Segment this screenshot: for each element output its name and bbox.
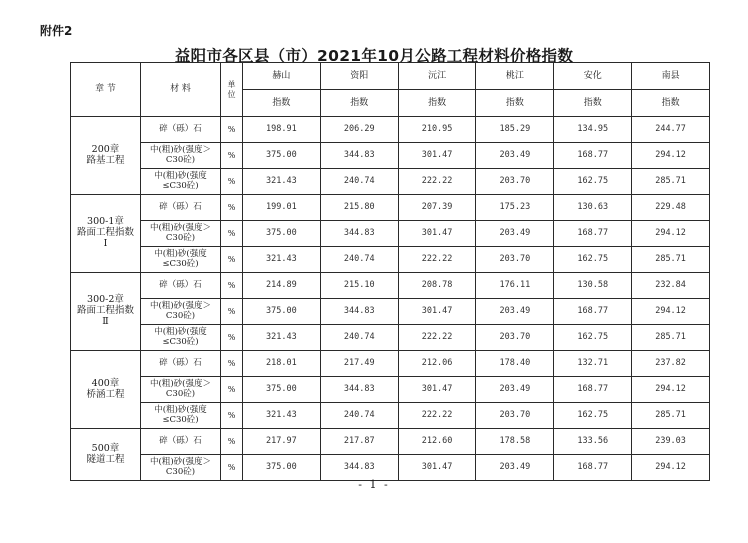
index-value-cell: 168.77 <box>554 455 632 481</box>
table-row <box>71 247 710 273</box>
header-unit: 单 位 <box>221 63 243 117</box>
index-value-cell: 294.12 <box>632 299 710 325</box>
index-value-cell: 162.75 <box>554 325 632 351</box>
index-value-cell: 175.23 <box>476 195 554 221</box>
index-value-cell: 375.00 <box>243 299 321 325</box>
unit-cell: % <box>221 169 243 195</box>
index-value-cell: 375.00 <box>243 455 321 481</box>
header-region-anhua: 安化 <box>554 63 632 90</box>
index-value-cell: 301.47 <box>398 377 476 403</box>
unit-cell: % <box>221 351 243 377</box>
table-row <box>71 195 710 221</box>
unit-cell: % <box>221 403 243 429</box>
index-value-cell: 232.84 <box>632 273 710 299</box>
index-value-cell: 222.22 <box>398 403 476 429</box>
material-cell: 碎（砾）石 <box>141 351 221 377</box>
index-value-cell: 203.49 <box>476 299 554 325</box>
table-row <box>71 169 710 195</box>
material-cell: 中(粗)砂(强度≤C30砼) <box>141 247 221 273</box>
header-row-regions <box>71 63 710 90</box>
index-value-cell: 285.71 <box>632 403 710 429</box>
index-value-cell: 301.47 <box>398 143 476 169</box>
unit-cell: % <box>221 377 243 403</box>
index-value-cell: 321.43 <box>243 247 321 273</box>
table-row <box>71 403 710 429</box>
header-index-label: 指数 <box>632 90 710 117</box>
table-row <box>71 351 710 377</box>
unit-cell: % <box>221 299 243 325</box>
index-value-cell: 301.47 <box>398 299 476 325</box>
index-value-cell: 239.03 <box>632 429 710 455</box>
section-label: 400章 桥涵工程 <box>71 351 141 429</box>
index-value-cell: 301.47 <box>398 221 476 247</box>
index-value-cell: 198.91 <box>243 117 321 143</box>
document-title: 益阳市各区县（市）2021年10月公路工程材料价格指数 <box>174 47 574 65</box>
material-cell: 中(粗)砂(强度≤C30砼) <box>141 325 221 351</box>
index-value-cell: 168.77 <box>554 377 632 403</box>
index-value-cell: 294.12 <box>632 455 710 481</box>
index-value-cell: 285.71 <box>632 325 710 351</box>
index-value-cell: 134.95 <box>554 117 632 143</box>
unit-cell: % <box>221 221 243 247</box>
index-value-cell: 240.74 <box>320 247 398 273</box>
index-value-cell: 321.43 <box>243 325 321 351</box>
index-value-cell: 168.77 <box>554 299 632 325</box>
index-value-cell: 168.77 <box>554 143 632 169</box>
material-cell: 碎（砾）石 <box>141 273 221 299</box>
unit-cell: % <box>221 273 243 299</box>
section-label: 200章 路基工程 <box>71 117 141 195</box>
index-value-cell: 203.70 <box>476 403 554 429</box>
header-index-label: 指数 <box>476 90 554 117</box>
index-value-cell: 203.49 <box>476 221 554 247</box>
index-value-cell: 240.74 <box>320 325 398 351</box>
index-value-cell: 321.43 <box>243 403 321 429</box>
index-value-cell: 285.71 <box>632 169 710 195</box>
index-value-cell: 222.22 <box>398 169 476 195</box>
index-value-cell: 130.63 <box>554 195 632 221</box>
table-row <box>71 117 710 143</box>
material-cell: 中(粗)砂(强度＞C30砼) <box>141 455 221 481</box>
header-index-label: 指数 <box>243 90 321 117</box>
header-region-nanxian: 南县 <box>632 63 710 90</box>
index-value-cell: 294.12 <box>632 143 710 169</box>
index-value-cell: 218.01 <box>243 351 321 377</box>
index-value-cell: 217.97 <box>243 429 321 455</box>
index-value-cell: 168.77 <box>554 221 632 247</box>
index-value-cell: 203.49 <box>476 455 554 481</box>
section-label: 300-2章 路面工程指数 Ⅱ <box>71 273 141 351</box>
index-value-cell: 212.06 <box>398 351 476 377</box>
table-row <box>71 455 710 481</box>
index-value-cell: 301.47 <box>398 455 476 481</box>
index-value-cell: 344.83 <box>320 143 398 169</box>
section-label: 300-1章 路面工程指数 Ⅰ <box>71 195 141 273</box>
material-cell: 中(粗)砂(强度≤C30砼) <box>141 403 221 429</box>
index-value-cell: 344.83 <box>320 299 398 325</box>
material-cell: 中(粗)砂(强度≤C30砼) <box>141 169 221 195</box>
material-cell: 中(粗)砂(强度＞C30砼) <box>141 299 221 325</box>
index-value-cell: 203.70 <box>476 169 554 195</box>
index-value-cell: 217.87 <box>320 429 398 455</box>
header-chapter: 章 节 <box>71 63 141 117</box>
material-cell: 中(粗)砂(强度＞C30砼) <box>141 221 221 247</box>
material-cell: 碎（砾）石 <box>141 429 221 455</box>
unit-cell: % <box>221 247 243 273</box>
index-value-cell: 178.40 <box>476 351 554 377</box>
unit-cell: % <box>221 455 243 481</box>
index-value-cell: 203.70 <box>476 247 554 273</box>
table-row <box>71 325 710 351</box>
page-number: - 1 - <box>358 478 390 491</box>
index-value-cell: 244.77 <box>632 117 710 143</box>
material-cell: 碎（砾）石 <box>141 117 221 143</box>
header-index-label: 指数 <box>554 90 632 117</box>
header-region-taojiang: 桃江 <box>476 63 554 90</box>
index-value-cell: 210.95 <box>398 117 476 143</box>
index-value-cell: 222.22 <box>398 325 476 351</box>
index-value-cell: 208.78 <box>398 273 476 299</box>
index-value-cell: 344.83 <box>320 455 398 481</box>
index-value-cell: 203.70 <box>476 325 554 351</box>
index-value-cell: 229.48 <box>632 195 710 221</box>
table-row <box>71 429 710 455</box>
index-value-cell: 133.56 <box>554 429 632 455</box>
index-value-cell: 130.58 <box>554 273 632 299</box>
price-index-table <box>70 62 710 481</box>
unit-cell: % <box>221 325 243 351</box>
index-value-cell: 132.71 <box>554 351 632 377</box>
header-index-label: 指数 <box>320 90 398 117</box>
table-row <box>71 273 710 299</box>
table-row <box>71 299 710 325</box>
index-value-cell: 294.12 <box>632 377 710 403</box>
index-value-cell: 199.01 <box>243 195 321 221</box>
index-value-cell: 214.89 <box>243 273 321 299</box>
index-value-cell: 344.83 <box>320 221 398 247</box>
index-value-cell: 240.74 <box>320 403 398 429</box>
index-value-cell: 240.74 <box>320 169 398 195</box>
header-material: 材 料 <box>141 63 221 117</box>
header-region-yuanjiang: 沅江 <box>398 63 476 90</box>
material-cell: 中(粗)砂(强度＞C30砼) <box>141 377 221 403</box>
section-label: 500章 隧道工程 <box>71 429 141 481</box>
header-region-ziyang: 资阳 <box>320 63 398 90</box>
table-row <box>71 221 710 247</box>
index-value-cell: 178.58 <box>476 429 554 455</box>
index-value-cell: 321.43 <box>243 169 321 195</box>
index-value-cell: 344.83 <box>320 377 398 403</box>
index-value-cell: 285.71 <box>632 247 710 273</box>
header-index-label: 指数 <box>398 90 476 117</box>
index-value-cell: 294.12 <box>632 221 710 247</box>
unit-cell: % <box>221 429 243 455</box>
unit-cell: % <box>221 143 243 169</box>
index-value-cell: 375.00 <box>243 143 321 169</box>
index-value-cell: 176.11 <box>476 273 554 299</box>
index-value-cell: 162.75 <box>554 169 632 195</box>
index-value-cell: 375.00 <box>243 377 321 403</box>
index-value-cell: 203.49 <box>476 143 554 169</box>
index-value-cell: 215.10 <box>320 273 398 299</box>
table-row <box>71 377 710 403</box>
table-row <box>71 143 710 169</box>
index-value-cell: 162.75 <box>554 247 632 273</box>
index-value-cell: 185.29 <box>476 117 554 143</box>
header-region-heshan: 赫山 <box>243 63 321 90</box>
index-value-cell: 375.00 <box>243 221 321 247</box>
attachment-label: 附件2 <box>40 24 73 38</box>
index-value-cell: 212.60 <box>398 429 476 455</box>
index-value-cell: 217.49 <box>320 351 398 377</box>
unit-cell: % <box>221 117 243 143</box>
index-value-cell: 207.39 <box>398 195 476 221</box>
index-value-cell: 162.75 <box>554 403 632 429</box>
index-value-cell: 237.82 <box>632 351 710 377</box>
index-value-cell: 203.49 <box>476 377 554 403</box>
material-cell: 中(粗)砂(强度＞C30砼) <box>141 143 221 169</box>
index-value-cell: 206.29 <box>320 117 398 143</box>
material-cell: 碎（砾）石 <box>141 195 221 221</box>
unit-cell: % <box>221 195 243 221</box>
index-value-cell: 222.22 <box>398 247 476 273</box>
index-value-cell: 215.80 <box>320 195 398 221</box>
